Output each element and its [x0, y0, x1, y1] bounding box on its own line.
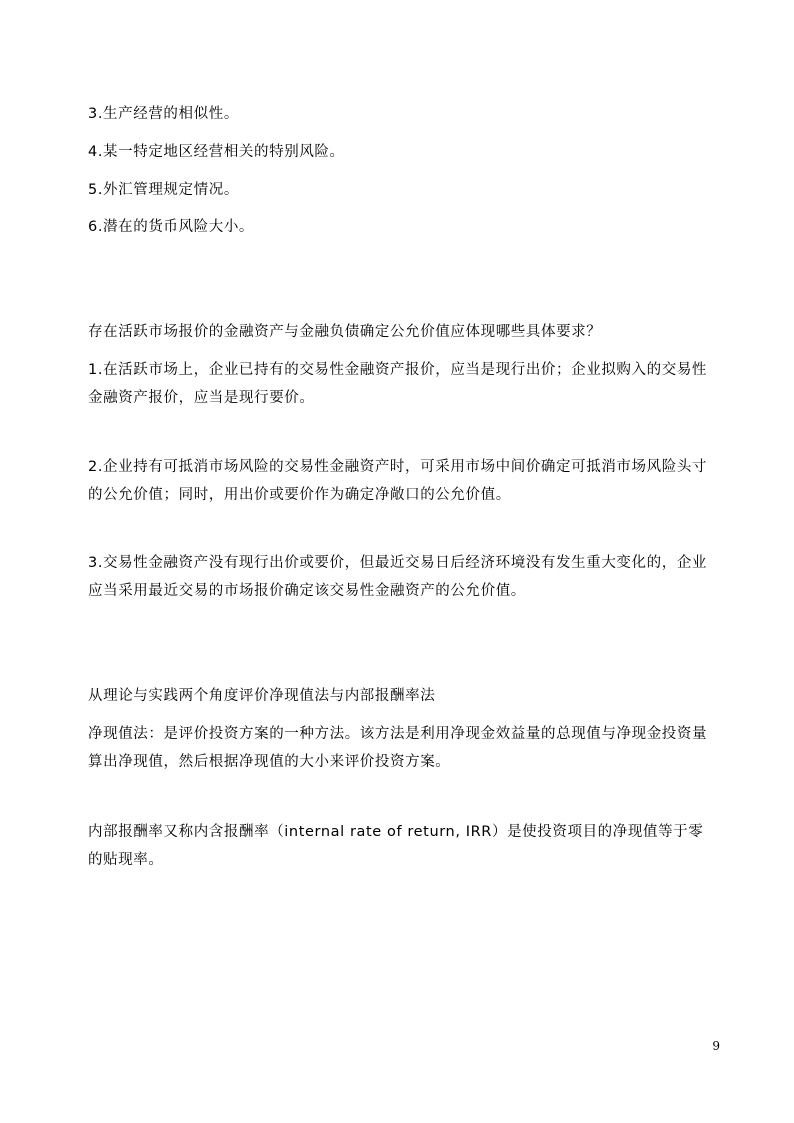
page-number: 9 — [712, 1039, 720, 1053]
section1-heading: 存在活跃市场报价的金融资产与金融负债确定公允价值应体现哪些具体要求？ — [88, 324, 602, 340]
section1-item-3: 3.交易性金融资产没有现行出价或要价，但最近交易日后经济环境没有发生重大变化的，企业应当采用最近交易的市场报价确定该交易性金融资产的公允价值。 — [88, 555, 708, 599]
section1-item-2: 2.企业持有可抵消市场风险的交易性金融资产时，可采用市场中间价确定可抵消市场风险头寸的公允价值；同时，用出价或要价作为确定净敞口的公允价值。 — [88, 459, 708, 503]
npv-paragraph: 净现值法：是评价投资方案的一种方法。该方法是利用净现金效益量的总现值与净现金投资量算出净现值，然后根据净现值的大小来评价投资方案。 — [88, 726, 708, 770]
section1-item-1: 1.在活跃市场上，企业已持有的交易性金融资产报价，应当是现行出价；企业拟购入的交易性金融资产报价，应当是现行要价。 — [88, 362, 708, 406]
list-item-3: 3.生产经营的相似性。 — [88, 106, 239, 122]
list-item-5: 5.外汇管理规定情况。 — [88, 182, 239, 198]
section2-heading: 从理论与实践两个角度评价净现值法与内部报酬率法 — [88, 688, 436, 704]
list-item-4: 4.某一特定地区经营相关的特别风险。 — [88, 144, 345, 160]
irr-paragraph: 内部报酬率又称内含报酬率（internal rate of return, IRR）是使投资项目的净现值等于零的贴现率。 — [88, 824, 704, 868]
list-item-6: 6.潜在的货币风险大小。 — [88, 219, 255, 235]
